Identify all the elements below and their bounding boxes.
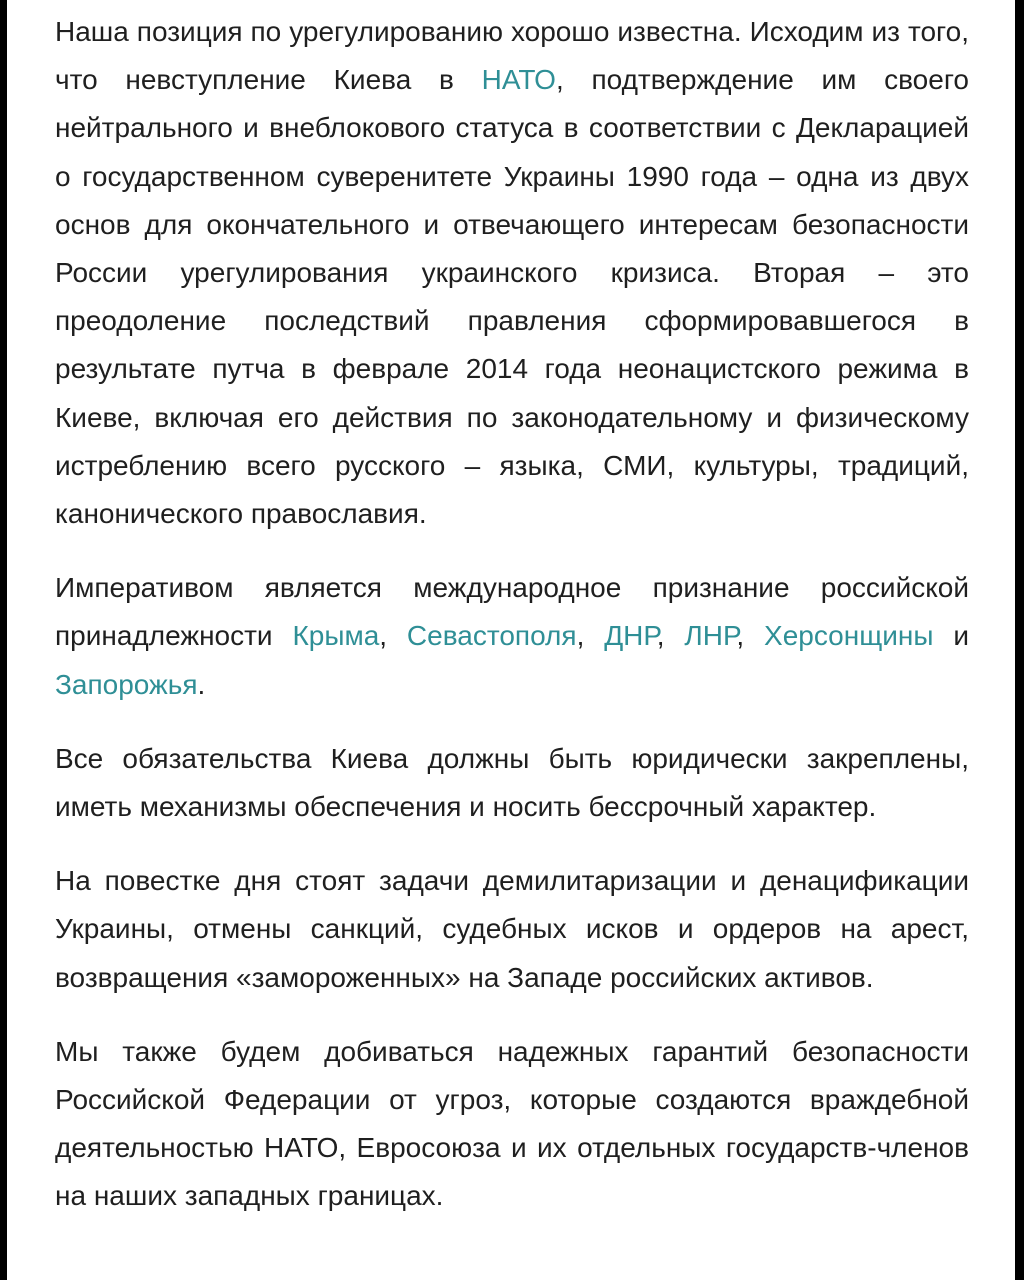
paragraph-2-text-a: Императивом является международное признание российской принадлежности: [55, 572, 969, 652]
separator: и: [933, 620, 969, 652]
paragraph-1-text-b: , подтверждение им своего нейтрального и внеблокового статуса в соответствии с Декларацией о государственном суверенитете Украины 1990 года – одна из двух основ для окончательного и отвечающего интересам безопасности России урегулирования украинского кризиса. Вторая – это преодоление последствий правления сформировавшегося в результате путча в феврале 2014 года неонацистского режима в Киеве, включая его действия по законодательному и физическому истреблению всего русского – языка, СМИ, культуры, традиций, канонического православия.: [55, 64, 969, 530]
paragraph-2: [55, 564, 969, 709]
link-crimea[interactable]: Крыма: [292, 620, 380, 652]
link-lnr[interactable]: ЛНР: [684, 620, 737, 652]
separator: ,: [379, 620, 407, 652]
separator: ,: [736, 620, 765, 652]
separator: ,: [576, 620, 605, 652]
link-nato[interactable]: НАТО: [481, 64, 556, 96]
separator: ,: [656, 620, 685, 652]
link-zaporozhye[interactable]: Запорожья: [55, 668, 198, 700]
link-kherson[interactable]: Херсонщины: [764, 620, 934, 652]
paragraph-1: [55, 8, 969, 538]
paragraph-5: Мы также будем добиваться надежных гарантий безопасности Российской Федерации от угроз, которые создаются враждебной деятельностью НАТО, Евросоюза и их отдельных государств-членов на наших западных границах.: [55, 1035, 969, 1212]
paragraph-2-end: .: [197, 668, 206, 700]
paragraph-1-text-a: Наша позиция по урегулированию хорошо известна. Исходим из того, что невступление Киева в: [55, 16, 969, 96]
page: [7, 0, 1015, 1280]
paragraph-4: На повестке дня стоят задачи демилитаризации и денацификации Украины, отмены санкций, судебных исков и ордеров на арест, возвращения «замороженных» на Западе российских активов.: [55, 865, 969, 993]
link-sevastopol[interactable]: Севастополя: [406, 620, 577, 652]
paragraph-3: Все обязательства Киева должны быть юридически закреплены, иметь механизмы обеспечения и носить бессрочный характер.: [55, 742, 969, 823]
article-body: [55, 8, 969, 1247]
link-dnr[interactable]: ДНР: [604, 620, 657, 652]
